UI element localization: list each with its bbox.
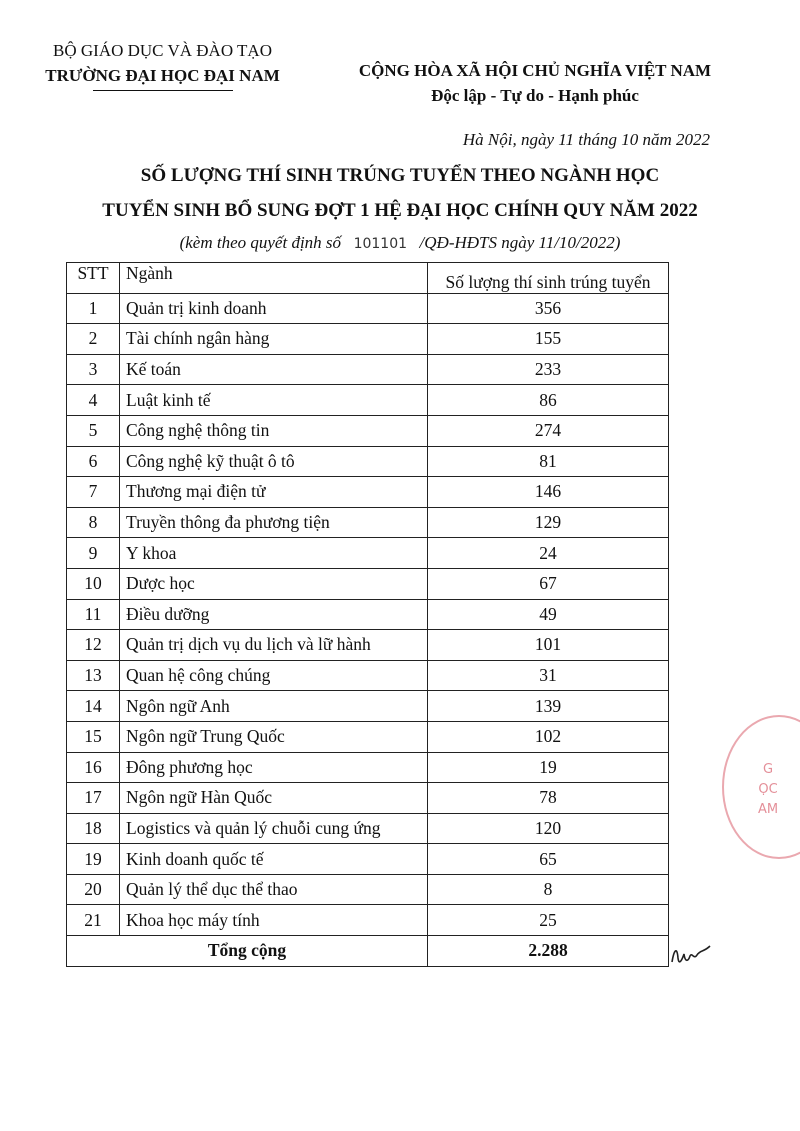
row-stt: 6	[67, 446, 120, 477]
row-stt: 20	[67, 874, 120, 905]
table-row	[67, 813, 669, 844]
row-stt: 12	[67, 630, 120, 661]
table-row	[67, 599, 669, 630]
row-stt: 18	[67, 813, 120, 844]
row-stt: 17	[67, 783, 120, 814]
row-major: Ngôn ngữ Anh	[120, 691, 428, 722]
row-stt: 21	[67, 905, 120, 936]
row-count: 31	[428, 660, 669, 691]
row-count: 102	[428, 721, 669, 752]
table-row	[67, 477, 669, 508]
row-stt: 11	[67, 599, 120, 630]
decision-reference	[30, 233, 770, 253]
document-title-line1: SỐ LƯỢNG THÍ SINH TRÚNG TUYỂN THEO NGÀNH HỌC	[140, 165, 660, 186]
decision-prefix: (kèm theo quyết định số	[179, 233, 342, 252]
row-major: Ngôn ngữ Hàn Quốc	[120, 783, 428, 814]
seal-fragment: ỌC	[758, 782, 778, 797]
row-major: Thương mại điện tử	[120, 477, 428, 508]
row-major: Quản trị kinh doanh	[120, 293, 428, 324]
total-label: Tổng cộng	[67, 936, 428, 967]
row-major: Công nghệ thông tin	[120, 415, 428, 446]
table-row	[67, 630, 669, 661]
table-row	[67, 293, 669, 324]
row-major: Điều dưỡng	[120, 599, 428, 630]
row-count: 67	[428, 568, 669, 599]
row-count: 155	[428, 324, 669, 355]
table-row	[67, 905, 669, 936]
row-count: 129	[428, 507, 669, 538]
ministry-name: BỘ GIÁO DỤC VÀ ĐÀO TẠO	[53, 41, 272, 60]
row-stt: 5	[67, 415, 120, 446]
row-major: Quan hệ công chúng	[120, 660, 428, 691]
seal-fragment: G	[762, 762, 774, 777]
total-row	[67, 936, 669, 967]
row-stt: 4	[67, 385, 120, 416]
row-count: 81	[428, 446, 669, 477]
row-count: 19	[428, 752, 669, 783]
table-row	[67, 783, 669, 814]
row-major: Công nghệ kỹ thuật ô tô	[120, 446, 428, 477]
row-stt: 9	[67, 538, 120, 569]
row-count: 65	[428, 844, 669, 875]
table-row	[67, 874, 669, 905]
row-major: Đông phương học	[120, 752, 428, 783]
row-stt: 3	[67, 354, 120, 385]
table-row	[67, 844, 669, 875]
row-count: 101	[428, 630, 669, 661]
row-major: Kế toán	[120, 354, 428, 385]
row-major: Y khoa	[120, 538, 428, 569]
row-count: 49	[428, 599, 669, 630]
row-stt: 13	[67, 660, 120, 691]
school-underline	[93, 90, 233, 91]
row-major: Quản lý thể dục thể thao	[120, 874, 428, 905]
table-row	[67, 568, 669, 599]
table-row	[67, 721, 669, 752]
table-row	[67, 415, 669, 446]
national-motto: Độc lập - Tự do - Hạnh phúc	[431, 86, 639, 105]
row-major: Truyền thông đa phương tiện	[120, 507, 428, 538]
row-major: Luật kinh tế	[120, 385, 428, 416]
table-row	[67, 385, 669, 416]
table-row	[67, 691, 669, 722]
row-stt: 14	[67, 691, 120, 722]
row-stt: 19	[67, 844, 120, 875]
row-count: 146	[428, 477, 669, 508]
table-header-row	[67, 263, 669, 294]
total-count: 2.288	[428, 936, 669, 967]
row-count: 25	[428, 905, 669, 936]
date-line: Hà Nội, ngày 11 tháng 10 năm 2022	[462, 130, 710, 149]
row-count: 274	[428, 415, 669, 446]
row-count: 356	[428, 293, 669, 324]
country-name: CỘNG HÒA XÃ HỘI CHỦ NGHĨA VIỆT NAM	[358, 61, 712, 80]
row-count: 233	[428, 354, 669, 385]
row-stt: 8	[67, 507, 120, 538]
header-major: Ngành	[120, 263, 428, 294]
handwritten-signature-icon	[668, 940, 712, 975]
table-row	[67, 354, 669, 385]
row-major: Ngôn ngữ Trung Quốc	[120, 721, 428, 752]
table-row	[67, 324, 669, 355]
row-count: 120	[428, 813, 669, 844]
document-title-line2: TUYỂN SINH BỔ SUNG ĐỢT 1 HỆ ĐẠI HỌC CHÍNH QUY NĂM 2022	[102, 200, 698, 221]
table-row	[67, 538, 669, 569]
table-row	[67, 660, 669, 691]
national-header	[330, 58, 740, 108]
admissions-table	[66, 262, 669, 967]
row-count: 8	[428, 874, 669, 905]
table-row	[67, 446, 669, 477]
row-major: Khoa học máy tính	[120, 905, 428, 936]
row-stt: 7	[67, 477, 120, 508]
row-count: 24	[428, 538, 669, 569]
row-major: Tài chính ngân hàng	[120, 324, 428, 355]
table-row	[67, 752, 669, 783]
row-count: 86	[428, 385, 669, 416]
row-major: Kinh doanh quốc tế	[120, 844, 428, 875]
row-stt: 2	[67, 324, 120, 355]
official-seal-text	[738, 760, 798, 820]
row-stt: 15	[67, 721, 120, 752]
school-name: TRƯỜNG ĐẠI HỌC ĐẠI NAM	[45, 66, 280, 85]
row-count: 78	[428, 783, 669, 814]
row-stt: 1	[67, 293, 120, 324]
row-major: Dược học	[120, 568, 428, 599]
handwritten-decision-number: 101101	[353, 236, 408, 252]
row-count: 139	[428, 691, 669, 722]
row-major: Quản trị dịch vụ du lịch và lữ hành	[120, 630, 428, 661]
row-stt: 10	[67, 568, 120, 599]
table-row	[67, 507, 669, 538]
issuing-organization	[40, 38, 285, 91]
header-count: Số lượng thí sinh trúng tuyển	[428, 263, 669, 294]
decision-suffix: /QĐ-HĐTS ngày 11/10/2022)	[419, 233, 621, 252]
seal-fragment: AM	[757, 802, 779, 817]
header-stt: STT	[67, 263, 120, 294]
row-stt: 16	[67, 752, 120, 783]
row-major: Logistics và quản lý chuỗi cung ứng	[120, 813, 428, 844]
